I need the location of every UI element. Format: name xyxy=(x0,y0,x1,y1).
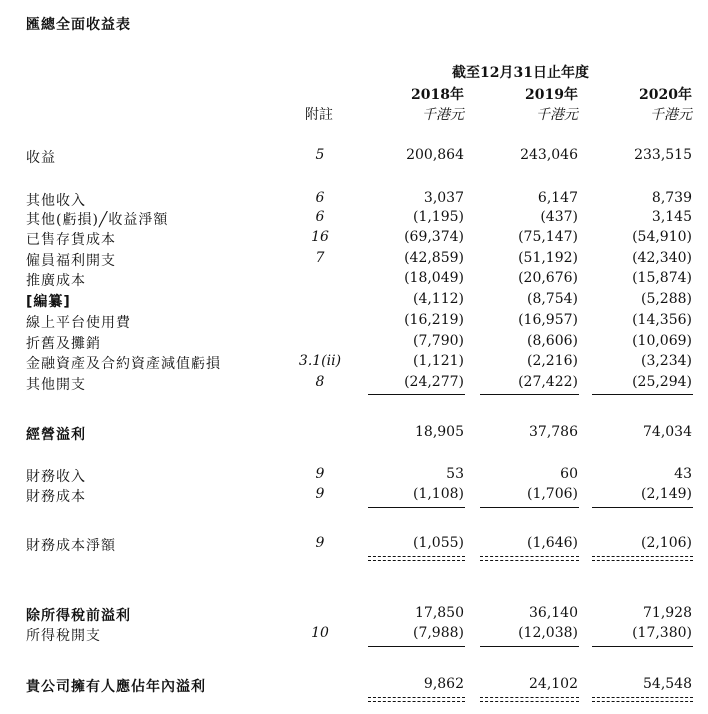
value-2019: (12,038) xyxy=(518,625,578,641)
table-row xyxy=(0,250,708,270)
value-2018: 18,905 xyxy=(415,424,464,440)
value-2020: 3,145 xyxy=(651,209,692,225)
value-2020: (2,149) xyxy=(640,486,692,502)
underline-2020 xyxy=(592,646,693,647)
value-2020: (10,069) xyxy=(632,333,692,349)
row-label: 金融資產及合約資產減值虧損 xyxy=(26,356,221,372)
row-note: 9 xyxy=(315,466,325,482)
table-row xyxy=(0,312,708,332)
value-2019: (8,606) xyxy=(526,333,578,349)
value-2018: 9,862 xyxy=(423,676,464,692)
value-2019: (2,216) xyxy=(526,353,578,369)
value-2020: (25,294) xyxy=(632,374,692,390)
value-2020: 74,034 xyxy=(643,424,692,440)
value-2020: 54,548 xyxy=(643,676,692,692)
value-2018: (7,988) xyxy=(412,625,464,641)
value-2018: (1,108) xyxy=(412,486,464,502)
row-label: 線上平台使用費 xyxy=(26,315,131,331)
table-row xyxy=(0,676,708,696)
row-label: 經營溢利 xyxy=(26,427,86,443)
value-2019: 243,046 xyxy=(520,147,578,163)
value-2020: (54,910) xyxy=(632,229,692,245)
row-label: 財務成本淨額 xyxy=(26,538,116,554)
row-label: 財務收入 xyxy=(26,469,86,485)
value-2019: (20,676) xyxy=(518,270,578,286)
table-row xyxy=(0,209,708,229)
value-2018: (18,049) xyxy=(404,270,464,286)
value-2018: (42,859) xyxy=(404,250,464,266)
row-note: 8 xyxy=(315,374,325,390)
value-2019: 6,147 xyxy=(537,190,578,206)
value-2020: (17,380) xyxy=(632,625,692,641)
table-row xyxy=(0,486,708,506)
table-row xyxy=(0,190,708,210)
value-2018: (24,277) xyxy=(404,374,464,390)
table-row xyxy=(0,229,708,249)
underline-2018 xyxy=(368,646,465,647)
unit-2020: 千港元 xyxy=(650,107,692,123)
period-header: 截至12月31日止年度 xyxy=(452,65,589,81)
row-note: 3.1(ii) xyxy=(298,353,342,369)
value-2018: (4,112) xyxy=(412,291,464,307)
value-2020: 8,739 xyxy=(651,190,692,206)
row-label: 財務成本 xyxy=(26,489,86,505)
row-label: 其他(虧損)╱收益淨額 xyxy=(26,212,169,228)
table-row xyxy=(0,147,708,167)
value-2020: (15,874) xyxy=(632,270,692,286)
row-label: 貴公司擁有人應佔年內溢利 xyxy=(26,679,206,695)
year-2020-header: 2020年 xyxy=(639,87,692,103)
row-label: [編纂] xyxy=(26,294,71,310)
value-2019: (51,192) xyxy=(518,250,578,266)
table-row xyxy=(0,424,708,444)
dashed-rule-2020 xyxy=(592,701,693,702)
table-row xyxy=(0,625,708,645)
underline-2020 xyxy=(592,394,693,395)
table-row xyxy=(0,535,708,555)
value-2019: 60 xyxy=(560,466,578,482)
value-2018: (1,121) xyxy=(412,353,464,369)
row-label: 除所得稅前溢利 xyxy=(26,608,131,624)
table-row xyxy=(0,291,708,311)
row-note: 9 xyxy=(315,486,325,502)
value-2019: (27,422) xyxy=(518,374,578,390)
dashed-rule-2018 xyxy=(368,556,465,557)
underline-2019 xyxy=(480,646,579,647)
row-note: 16 xyxy=(311,229,329,245)
dashed-rule-2019 xyxy=(480,701,579,702)
unit-2018: 千港元 xyxy=(422,107,464,123)
row-note: 6 xyxy=(315,209,325,225)
note-header: 附註 xyxy=(305,107,333,123)
value-2018: 3,037 xyxy=(423,190,464,206)
table-row xyxy=(0,466,708,486)
value-2018: (1,195) xyxy=(412,209,464,225)
row-note: 10 xyxy=(311,625,329,641)
value-2018: 53 xyxy=(446,466,464,482)
row-note: 7 xyxy=(315,250,325,266)
year-2019-header: 2019年 xyxy=(525,87,578,103)
dashed-rule-2018 xyxy=(368,560,465,561)
value-2020: 71,928 xyxy=(643,605,692,621)
value-2020: (3,234) xyxy=(640,353,692,369)
row-label: 僱員福利開支 xyxy=(26,253,116,269)
value-2018: 200,864 xyxy=(406,147,464,163)
value-2019: 36,140 xyxy=(529,605,578,621)
dashed-rule-2018 xyxy=(368,701,465,702)
row-label: 其他收入 xyxy=(26,193,86,209)
statement-title: 匯總全面收益表 xyxy=(26,17,131,33)
value-2019: (16,957) xyxy=(518,312,578,328)
value-2020: 233,515 xyxy=(634,147,692,163)
underline-2020 xyxy=(592,507,693,508)
underline-2018 xyxy=(368,507,465,508)
value-2018: (7,790) xyxy=(412,333,464,349)
row-note: 5 xyxy=(315,147,325,163)
dashed-rule-2019 xyxy=(480,697,579,698)
dashed-rule-2019 xyxy=(480,556,579,557)
unit-2019: 千港元 xyxy=(536,107,578,123)
dashed-rule-2020 xyxy=(592,560,693,561)
row-note: 6 xyxy=(315,190,325,206)
row-note: 9 xyxy=(315,535,325,551)
value-2020: 43 xyxy=(674,466,692,482)
value-2018: (69,374) xyxy=(404,229,464,245)
row-label: 推廣成本 xyxy=(26,273,86,289)
value-2018: 17,850 xyxy=(415,605,464,621)
year-2018-header: 2018年 xyxy=(411,87,464,103)
table-row xyxy=(0,605,708,625)
value-2019: 37,786 xyxy=(529,424,578,440)
row-label: 所得稅開支 xyxy=(26,628,101,644)
dashed-rule-2020 xyxy=(592,556,693,557)
row-label: 其他開支 xyxy=(26,377,86,393)
underline-2019 xyxy=(480,394,579,395)
table-row xyxy=(0,374,708,394)
value-2018: (1,055) xyxy=(412,535,464,551)
dashed-rule-2019 xyxy=(480,560,579,561)
value-2020: (14,356) xyxy=(632,312,692,328)
value-2020: (2,106) xyxy=(640,535,692,551)
dashed-rule-2020 xyxy=(592,697,693,698)
table-row xyxy=(0,333,708,353)
value-2019: (1,646) xyxy=(526,535,578,551)
row-label: 折舊及攤銷 xyxy=(26,336,101,352)
dashed-rule-2018 xyxy=(368,697,465,698)
value-2019: (437) xyxy=(540,209,578,225)
table-row xyxy=(0,270,708,290)
value-2019: (75,147) xyxy=(518,229,578,245)
row-label: 收益 xyxy=(26,150,56,166)
value-2020: (5,288) xyxy=(640,291,692,307)
table-row xyxy=(0,353,708,373)
value-2018: (16,219) xyxy=(404,312,464,328)
value-2019: 24,102 xyxy=(529,676,578,692)
value-2020: (42,340) xyxy=(632,250,692,266)
row-label: 已售存貨成本 xyxy=(26,232,116,248)
value-2019: (8,754) xyxy=(526,291,578,307)
underline-2018 xyxy=(368,394,465,395)
underline-2019 xyxy=(480,507,579,508)
value-2019: (1,706) xyxy=(526,486,578,502)
